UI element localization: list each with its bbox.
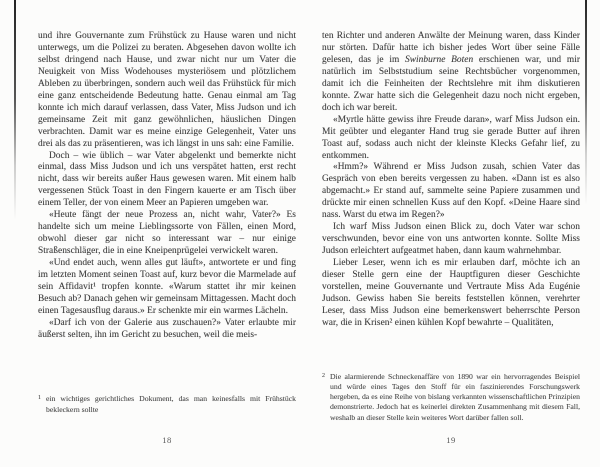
paragraph: und ihre Gouvernante zum Frühstück zu Hause waren und nicht unterwegs, um die Polizei zu beraten. Abgesehen davon wollte ich selbst dringend nach Hause, und zwar nicht nur um Vater die Neuigkeit von Miss Wodehouses mysteriösem und plötzlichem Ableben zu überbringen, sondern auch weil das Frühstück für mich eine ganz entscheidende Bedeutung hatte. Genau einmal am Tag konnte ich mich darauf verlassen, dass Vater, Miss Judson und ich gemeinsame Zeit mit ganz gewöhnlichen, häuslichen Dingen verbrachten. Damit war es meine einzige Gelegenheit, Vater uns drei als das zu präsentieren, was ich längst in uns sah: eine Familie. xyxy=(38,31,296,149)
paragraph xyxy=(322,31,580,115)
paragraph-segment: ten Richter und anderen Anwälte der Meinung waren, dass Kinder nur störten. Dafür hatte ich bisher jedes Wort über seine Fälle gelesen, das je im xyxy=(322,31,580,65)
newspaper-name: Swinburne Boten xyxy=(405,54,474,65)
paragraph: Lieber Leser, wenn ich es mir erlauben darf, möchte ich an dieser Stelle gern eine der Hauptfiguren dieser Geschichte vorstellen, meine Gouvernante und Vertraute Miss Ada Eugénie Judson. Gewiss haben Sie bereits feststellen können, verehrter Leser, dass Miss Judson eine bemerkenswert beherrschte Person war, die in Krisen² einen kühlen Kopf bewahrte – Qualitäten, xyxy=(322,258,580,328)
paragraph: «Und endet auch, wenn alles gut läuft», antwortete er und fing im letzten Moment seinen Toast auf, kurz bevor die Marmelade auf sein Affidavit¹ tropfen konnte. «Warum stattet ihr mir keinen Besuch ab? Danach gehen wir gemeinsam Mittagessen. Macht doch einen Tagesausflug daraus.» Er schenkte mir ein warmes Lächeln. xyxy=(38,258,296,316)
page-right-text xyxy=(322,31,580,330)
paragraph: Doch – wie üblich – war Vater abgelenkt und bemerkte nicht einmal, dass Miss Judson und ich uns verspätet hatten, erst recht nicht, dass wir bereits außer Haus gewesen waren. Mit einem halb vergessenen Stück Toast in den Fingern kauerte er am Tisch über einem Teller, der von einem Meer an Papieren umgeben war. xyxy=(38,150,296,209)
footnote-right xyxy=(322,372,580,423)
paragraph: «Hmm?» Während er Miss Judson zusah, schien Vater das Gespräch von eben bereits vergessen zu haben. «Dann ist es also abgemacht.» Er stand auf, sammelte seine Papiere zusammen und drückte mir einen schnellen Kuss auf den Kopf. «Deine Haare sind nass. Warst du etwa im Regen?» xyxy=(322,162,580,221)
paragraph-segment: erschienen war, und mir natürlich im Selbststudium seine Rechtsbücher vorgenommen, damit ich die Feinheiten der Rechtslehre mit ihm diskutieren konnte. Zwar hatte sich die Gelegenheit dazu noch nicht ergeben, doch ich war bereit. xyxy=(322,54,580,113)
paragraph: «Darf ich von der Galerie aus zuschauen?» Vater erlaubte mir äußerst selten, ihn im Gericht zu besuchen, weil die meis- xyxy=(38,317,296,340)
paragraph: «Heute fängt der neue Prozess an, nicht wahr, Vater?» Es handelte sich um meine Lieblingssorte von Fällen, einen Mord, obwohl dieser gar nicht so interessant war – nur einige Straßenschläger, die in eine Kneipenprügelei verwickelt waren. xyxy=(38,210,296,257)
footnote-marker: 2 xyxy=(322,372,325,379)
paragraph: Ich warf Miss Judson einen Blick zu, doch Vater war schon verschwunden, bevor eine von uns antworten konnte. Sollte Miss Judson erleichtert aufgeatmet haben, dann kaum wahrnehmbar. xyxy=(322,222,580,257)
footnote-text: Die alarmierende Schneckenaffäre von 1890 war ein hervorragendes Beispiel und würde eines Tages den Stoff für ein faszinierendes Forschungswerk hergeben, da es eine Reihe von bislang verkannten wissenschaftlichen Prinzipien demonstrierte. Jedoch hat es keinerlei direkten Zusammenhang mit diesem Fall, weshalb an dieser Stelle kein weiteres Wort darüber fallen soll. xyxy=(330,371,580,422)
paragraph: «Myrtle hätte gewiss ihre Freude daran», warf Miss Judson ein. Mit geübter und eleganter Hand trug sie gerade Butter auf ihren Toast auf, sodass auch nicht der kleinste Klecks Gefahr lief, zu entkommen. xyxy=(322,114,580,161)
page-number-left: 18 xyxy=(162,435,172,445)
page-left xyxy=(38,31,296,445)
scan-edge-right xyxy=(585,0,587,205)
page-number-right: 19 xyxy=(446,435,456,445)
scan-edge-left xyxy=(14,0,16,220)
footnote-marker: 1 xyxy=(38,395,41,402)
page-left-text xyxy=(38,31,296,342)
footnote-text: ein wichtiges gerichtliches Dokument, das man keinesfalls mit Frühstück bekleckern sollte xyxy=(46,394,296,414)
page-right xyxy=(322,31,580,445)
footnote-left xyxy=(38,394,296,415)
